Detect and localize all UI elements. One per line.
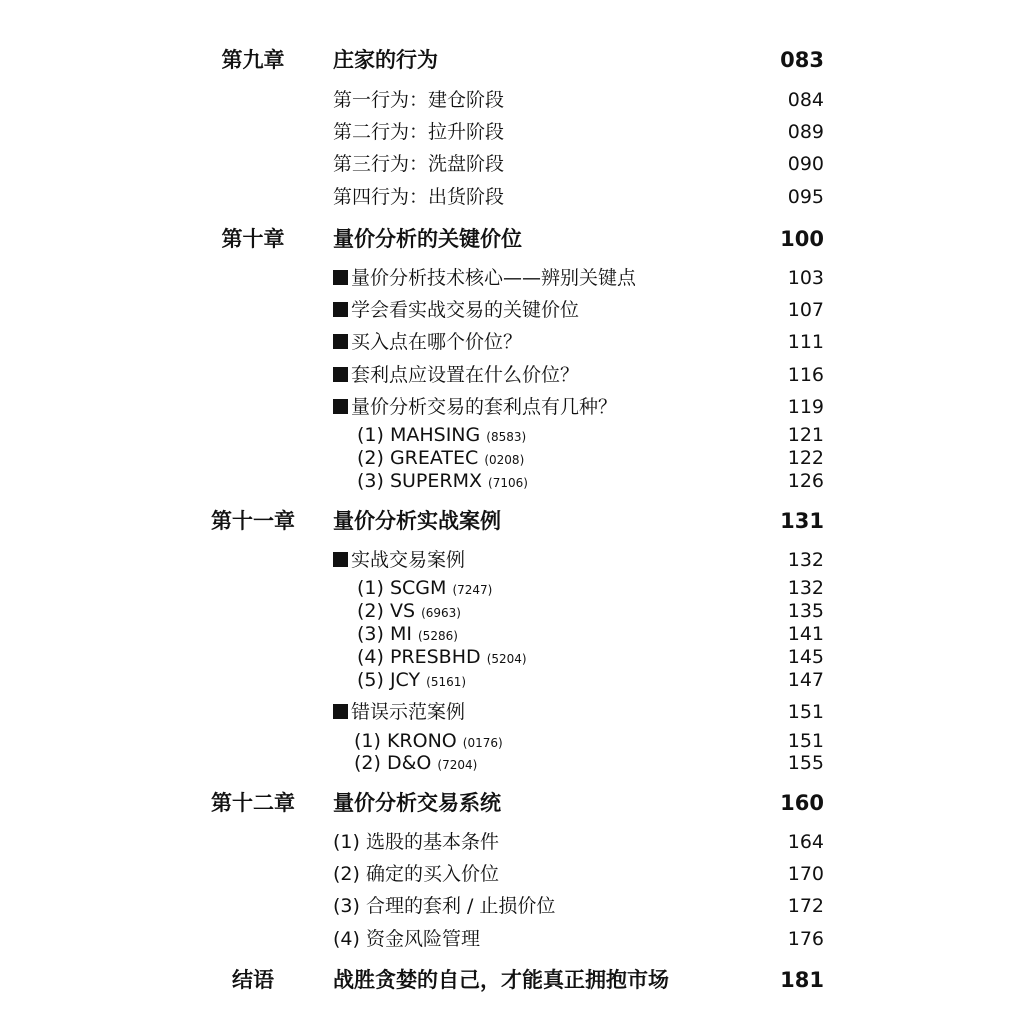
toc-entry[interactable]: [0, 327, 1024, 357]
toc-sub-entry[interactable]: [0, 600, 1024, 623]
sub-entry-title: [357, 646, 527, 671]
square-bullet-icon: [333, 270, 348, 285]
toc-section[interactable]: [0, 545, 1024, 575]
stock-code: (8583): [486, 430, 527, 444]
chapter-title: 量价分析实战案例: [333, 509, 501, 533]
toc-chapter-10[interactable]: [0, 224, 1024, 254]
square-bullet-icon: [333, 552, 348, 567]
section-text: 实战交易案例: [351, 549, 466, 571]
chapter-page-number: 083: [780, 48, 824, 72]
entry-page-number: 095: [787, 186, 824, 208]
sub-entry-page-number: 121: [787, 424, 824, 446]
stock-code: (5204): [486, 652, 527, 666]
chapter-label: 第十一章: [211, 509, 295, 533]
stock-code: (5161): [426, 675, 467, 689]
entry-text: 量价分析技术核心——辨别关键点: [351, 267, 637, 289]
toc-sub-entry[interactable]: [0, 577, 1024, 600]
stock-code: (7247): [452, 583, 493, 597]
toc-section[interactable]: [0, 697, 1024, 727]
chapter-page-number: 160: [780, 791, 824, 815]
section-title: [333, 697, 465, 727]
entry-page-number: 116: [787, 364, 824, 386]
entry-title: [333, 295, 579, 325]
toc-sub-entry[interactable]: [0, 447, 1024, 470]
toc-sub-entry[interactable]: [0, 623, 1024, 646]
toc-entry[interactable]: [0, 924, 1024, 954]
chapter-label: 第九章: [221, 48, 285, 72]
square-bullet-icon: [333, 704, 348, 719]
toc-entry[interactable]: [0, 295, 1024, 325]
toc-chapter-9[interactable]: [0, 45, 1024, 75]
entry-title: (4) 资金风险管理: [333, 928, 480, 950]
stock-code: (7204): [437, 758, 478, 772]
toc-sub-entry[interactable]: [0, 424, 1024, 447]
entry-page-number: 111: [787, 331, 824, 353]
sub-entry-name: (3) MI: [357, 623, 412, 645]
chapter-label: 第十二章: [211, 791, 295, 815]
section-page-number: 132: [787, 549, 824, 571]
toc-entry[interactable]: [0, 149, 1024, 179]
square-bullet-icon: [333, 399, 348, 414]
section-page-number: 151: [787, 701, 824, 723]
entry-page-number: 089: [787, 121, 824, 143]
toc-entry[interactable]: [0, 392, 1024, 422]
toc-entry[interactable]: [0, 263, 1024, 293]
toc-sub-entry[interactable]: [0, 646, 1024, 669]
entry-page-number: 164: [787, 831, 824, 853]
sub-entry-name: (2) VS: [357, 600, 416, 622]
toc-sub-entry[interactable]: [0, 730, 1024, 753]
entry-page-number: 090: [787, 153, 824, 175]
toc-entry[interactable]: [0, 117, 1024, 147]
entry-title: (3) 合理的套利 / 止损价位: [333, 895, 556, 917]
square-bullet-icon: [333, 367, 348, 382]
toc-entry[interactable]: [0, 360, 1024, 390]
stock-code: (6963): [421, 606, 461, 620]
entry-text: 套利点应设置在什么价位？: [351, 364, 580, 386]
chapter-page-number: 100: [780, 227, 824, 251]
sub-entry-page-number: 151: [787, 730, 824, 752]
entry-text: 量价分析交易的套利点有几种？: [351, 396, 618, 418]
toc-chapter-11[interactable]: [0, 506, 1024, 536]
toc-entry[interactable]: [0, 891, 1024, 921]
square-bullet-icon: [333, 302, 348, 317]
chapter-page-number: 131: [780, 509, 824, 533]
sub-entry-page-number: 147: [787, 669, 824, 691]
entry-text: 买入点在哪个价位？: [351, 331, 523, 353]
toc-sub-entry[interactable]: [0, 752, 1024, 775]
entry-page-number: 172: [787, 895, 824, 917]
entry-title: 第四行为：出货阶段: [333, 186, 505, 208]
stock-code: (5286): [418, 629, 458, 643]
entry-title: [333, 360, 579, 390]
toc-entry[interactable]: [0, 859, 1024, 889]
toc-sub-entry[interactable]: [0, 470, 1024, 493]
sub-entry-title: [357, 470, 528, 495]
sub-entry-name: (4) PRESBHD: [357, 646, 481, 668]
sub-entry-title: [357, 623, 458, 648]
sub-entry-name: (1) KRONO: [354, 730, 457, 752]
sub-entry-title: [357, 669, 466, 694]
chapter-title: 庄家的行为: [333, 48, 438, 72]
entry-page-number: 176: [787, 928, 824, 950]
chapter-title: 战胜贪婪的自己，才能真正拥抱市场: [333, 968, 669, 992]
sub-entry-page-number: 141: [787, 623, 824, 645]
sub-entry-title: [354, 752, 477, 777]
entry-title: [333, 392, 617, 422]
stock-code: (7106): [488, 476, 528, 490]
stock-code: (0176): [462, 736, 503, 750]
sub-entry-title: [357, 577, 492, 602]
chapter-page-number: 181: [780, 968, 824, 992]
entry-page-number: 107: [787, 299, 824, 321]
sub-entry-page-number: 126: [787, 470, 824, 492]
entry-title: 第二行为：拉升阶段: [333, 121, 505, 143]
toc-chapter-12[interactable]: [0, 788, 1024, 818]
section-text: 错误示范案例: [351, 701, 466, 723]
entry-title: [333, 327, 522, 357]
sub-entry-title: [357, 600, 461, 625]
section-title: [333, 545, 465, 575]
entry-title: (1) 选股的基本条件: [333, 831, 499, 853]
sub-entry-title: [357, 447, 524, 472]
sub-entry-name: (5) JCY: [357, 669, 421, 691]
entry-title: 第一行为：建仓阶段: [333, 89, 505, 111]
sub-entry-name: (3) SUPERMX: [357, 470, 482, 492]
chapter-label: 结语: [232, 968, 274, 992]
entry-text: 学会看实战交易的关键价位: [351, 299, 580, 321]
sub-entry-page-number: 132: [787, 577, 824, 599]
entry-page-number: 119: [787, 396, 824, 418]
sub-entry-name: (2) GREATEC: [357, 447, 479, 469]
entry-title: 第三行为：洗盘阶段: [333, 153, 505, 175]
sub-entry-page-number: 145: [787, 646, 824, 668]
toc-entry[interactable]: [0, 827, 1024, 857]
square-bullet-icon: [333, 334, 348, 349]
toc-entry[interactable]: [0, 182, 1024, 212]
toc-conclusion[interactable]: [0, 965, 1024, 995]
sub-entry-page-number: 122: [787, 447, 824, 469]
sub-entry-page-number: 155: [787, 752, 824, 774]
sub-entry-name: (2) D&O: [354, 752, 432, 774]
chapter-title: 量价分析交易系统: [333, 791, 501, 815]
sub-entry-name: (1) MAHSING: [357, 424, 481, 446]
entry-title: (2) 确定的买入价位: [333, 863, 499, 885]
sub-entry-title: [357, 424, 526, 449]
stock-code: (0208): [484, 453, 525, 467]
entry-page-number: 084: [787, 89, 824, 111]
chapter-label: 第十章: [221, 227, 285, 251]
entry-page-number: 103: [787, 267, 824, 289]
chapter-title: 量价分析的关键价位: [333, 227, 522, 251]
sub-entry-name: (1) SCGM: [357, 577, 447, 599]
sub-entry-page-number: 135: [787, 600, 824, 622]
toc-sub-entry[interactable]: [0, 669, 1024, 692]
entry-title: [333, 263, 636, 293]
toc-entry[interactable]: [0, 85, 1024, 115]
entry-page-number: 170: [787, 863, 824, 885]
